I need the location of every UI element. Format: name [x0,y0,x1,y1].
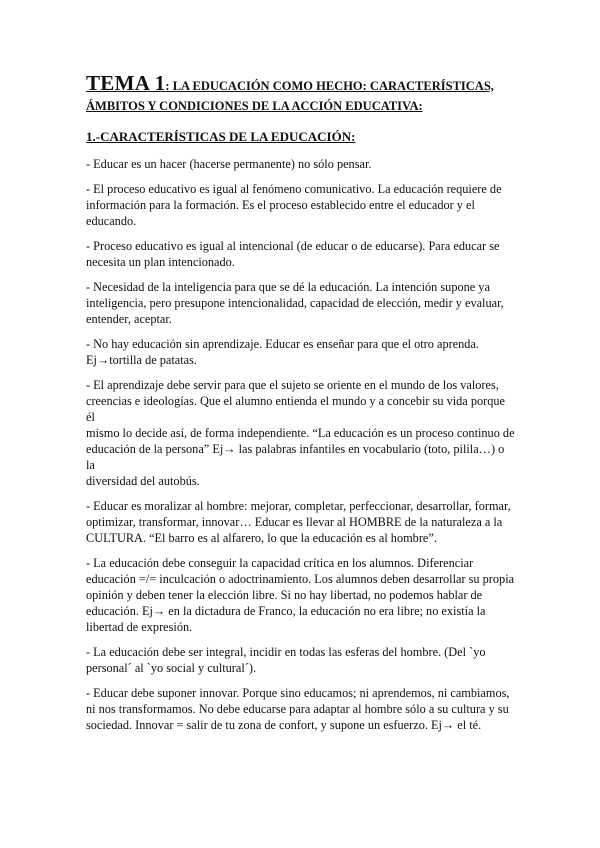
paragraph-line: creencias e ideologías. Que el alumno entienda el mundo y a concebir su vida porque él [86,394,505,424]
paragraph [86,498,516,546]
paragraph-line: diversidad del autobús. [86,474,200,488]
paragraph-line: libertad de expresión. [86,620,193,634]
paragraph-line: - La educación debe ser integral, incidir en todas las esferas del hombre. (Del `yo [86,645,486,659]
paragraph-line: - Educar es un hacer (hacerse permanente) no sólo pensar. [86,157,372,171]
paragraph-line: optimizar, transformar, innovar… Educar es llevar al HOMBRE de la naturaleza a la [86,515,503,529]
paragraph-line: - No hay educación sin aprendizaje. Educar es enseñar para que el otro aprenda. [86,337,479,351]
paragraph-line: sociedad. Innovar = salir de tu zona de confort, y supone un esfuerzo. Ej→ el té. [86,718,482,732]
paragraph-line: - Proceso educativo es igual al intencional (de educar o de educarse). Para educar se [86,239,500,253]
paragraph [86,238,516,270]
paragraph-line: opinión y deben tener la elección libre. Si no hay libertad, no podemos hablar de [86,588,483,602]
paragraph-line: - La educación debe conseguir la capacidad crítica en los alumnos. Diferenciar [86,556,474,570]
document-page [86,71,516,742]
paragraph [86,156,516,172]
paragraph-line: necesita un plan intencionado. [86,255,235,269]
paragraph-line: información para la formación. Es el proceso establecido entre el educador y el [86,198,475,212]
title-rest: : LA EDUCACIÓN COMO HECHO: CARACTERÍSTICAS, ÁMBITOS Y CONDICIONES DE LA ACCIÓN EDUCATIVA: [86,79,494,113]
paragraph-line: CULTURA. “El barro es al alfarero, lo que la educación es al hombre”. [86,531,437,545]
paragraph-line: mismo lo decide así, de forma independiente. “La educación es un proceso continuo de [86,426,515,440]
paragraph-line: - El proceso educativo es igual al fenómeno comunicativo. La educación requiere de [86,182,502,196]
paragraph [86,336,516,368]
paragraph [86,685,516,733]
section-heading: 1.-CARACTERÍSTICAS DE LA EDUCACIÓN: [86,129,356,144]
paragraph-line: ni nos transformamos. No debe educarse para adaptar al hombre sólo a su cultura y su [86,702,509,716]
paragraph-list [86,156,516,733]
paragraph-line: educación de la persona” Ej→ las palabras infantiles en vocabulario (toto, pilila…) o la [86,442,505,472]
paragraph [86,555,516,635]
paragraph-line: educando. [86,214,137,228]
paragraph [86,279,516,327]
document-title [86,71,516,116]
paragraph-line: inteligencia, pero presupone intencionalidad, capacidad de elección, medir y evaluar, [86,296,504,310]
paragraph-line: Ej→tortilla de patatas. [86,353,197,367]
paragraph-line: - Educar debe suponer innovar. Porque sino educamos; ni aprendemos, ni cambiamos, [86,686,510,700]
paragraph-line: educación =/= inculcación o adoctrinamiento. Los alumnos deben desarrollar su propia [86,572,515,586]
paragraph-line: - El aprendizaje debe servir para que el sujeto se oriente en el mundo de los valores, [86,378,499,392]
paragraph [86,644,516,676]
paragraph-line: - Necesidad de la inteligencia para que se dé la educación. La intención supone ya [86,280,490,294]
paragraph-line: entender, aceptar. [86,312,172,326]
paragraph-line: - Educar es moralizar al hombre: mejorar, completar, perfeccionar, desarrollar, formar, [86,499,511,513]
paragraph-line: personal´ al `yo social y cultural´). [86,661,257,675]
paragraph-line: educación. Ej→ en la dictadura de Franco, la educación no era libre; no existía la [86,604,486,618]
paragraph [86,181,516,229]
paragraph [86,377,516,489]
title-main: TEMA 1 [86,71,166,95]
